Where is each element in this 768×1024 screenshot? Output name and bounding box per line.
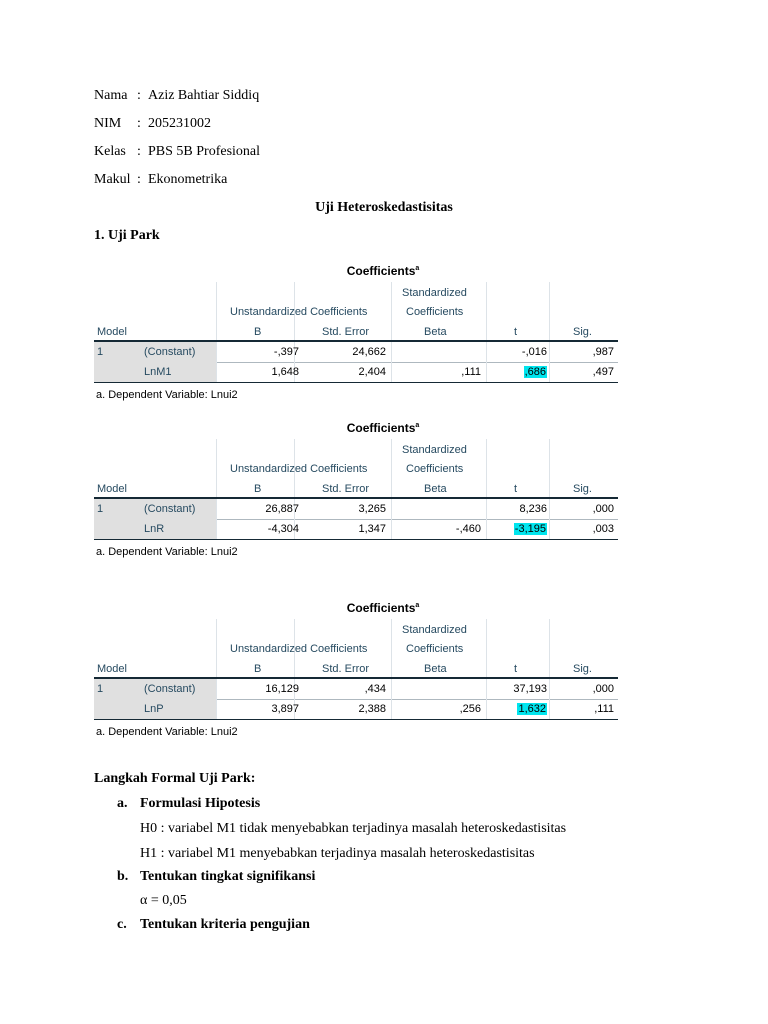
header-standardized: Standardized [402,444,467,456]
row-t-value: -3,195 [514,523,546,535]
table-title-text: Coefficients [346,421,416,435]
row-t [517,703,547,715]
table-bottom-rule [94,382,618,383]
info-separator: : [137,172,141,187]
body-divider [486,679,487,719]
doc-title: Uji Heteroskedastisitas [315,200,453,215]
header-t: t [514,483,518,495]
header-unstandardized: Unstandardized Coefficients [230,306,368,318]
body-divider [391,342,392,382]
row-std-error: 24,662 [352,346,386,358]
coefficients-table [94,421,618,566]
row-b: 3,897 [271,703,299,715]
body-divider [216,499,217,539]
row-std-error: ,434 [364,683,386,695]
table-title-footnote-mark: a [415,602,420,609]
hypothesis-h0: H0 : variabel M1 tidak menyebabkan terjadinya masalah heteroskedastisitas [140,821,567,836]
section-heading: 1. Uji Park [94,228,160,243]
header-divider [486,619,487,677]
table-bottom-rule [94,719,618,720]
header-divider [216,619,217,677]
header-divider [549,619,550,677]
info-label: Kelas [94,144,126,159]
header-coefficients: Coefficients [406,643,464,655]
header-std-error: Std. Error [322,483,370,495]
step-b-label: b. [117,869,129,884]
info-nim [94,116,211,132]
header-divider [486,439,487,497]
info-label: Makul [94,172,131,187]
header-t: t [514,326,518,338]
header-divider [216,439,217,497]
header-sig: Sig. [573,483,592,495]
header-beta: Beta [424,326,447,338]
row-t-value: 8,236 [519,503,547,515]
row-sig: ,000 [592,503,614,515]
table-title-text: Coefficients [346,264,416,278]
alpha-value: α = 0,05 [140,893,187,908]
row-beta: ,256 [459,703,481,715]
row-t [522,346,547,358]
header-divider [486,282,487,340]
table-title [94,264,672,278]
header-std-error: Std. Error [322,663,370,675]
row-b: -,397 [273,346,299,358]
row-variable: LnM1 [144,366,172,378]
header-b: B [254,483,262,495]
row-std-error: 3,265 [358,503,386,515]
table-title [94,421,672,435]
row-b: 16,129 [265,683,299,695]
header-sig: Sig. [573,663,592,675]
info-value: 205231002 [148,116,211,131]
row-t-value: ,686 [524,366,546,378]
header-divider [549,282,550,340]
row-variable: LnP [144,703,164,715]
step-c-label: c. [117,917,127,932]
row-beta: -,460 [455,523,481,535]
table-title-footnote-mark: a [415,422,420,429]
step-a-label: a. [117,796,128,811]
table-footnote: a. Dependent Variable: Lnui2 [96,726,238,738]
info-separator: : [137,116,141,131]
body-divider [549,499,550,539]
table-title-text: Coefficients [346,601,416,615]
row-t-value: 1,632 [518,703,546,715]
header-divider [391,282,392,340]
header-model: Model [97,326,127,338]
body-divider [486,342,487,382]
table-footnote: a. Dependent Variable: Lnui2 [96,546,238,558]
header-beta: Beta [424,663,447,675]
info-nama [94,88,259,104]
table-footnote: a. Dependent Variable: Lnui2 [96,389,238,401]
steps-heading: Langkah Formal Uji Park: [94,771,256,786]
row-std-error: 1,347 [358,523,386,535]
row-t [524,366,547,378]
step-b-title: Tentukan tingkat signifikansi [140,869,316,884]
row-b: -4,304 [267,523,299,535]
header-model: Model [97,663,127,675]
row-divider [216,699,618,700]
table-title-footnote-mark: a [415,265,420,272]
header-divider [216,282,217,340]
step-a-title: Formulasi Hipotesis [140,796,261,811]
info-value: Ekonometrika [148,172,228,187]
row-b: 26,887 [265,503,299,515]
row-variable: (Constant) [144,683,196,695]
table-bottom-rule [94,539,618,540]
row-t-value: -,016 [521,346,547,358]
header-model: Model [97,483,127,495]
row-sig: ,987 [592,346,614,358]
body-divider [391,499,392,539]
body-divider [216,679,217,719]
info-kelas [94,144,260,160]
row-beta: ,111 [461,366,481,378]
header-b: B [254,663,262,675]
row-std-error: 2,388 [358,703,386,715]
info-separator: : [137,88,141,103]
header-standardized: Standardized [402,624,467,636]
info-value: Aziz Bahtiar Siddiq [148,88,260,103]
row-t [514,523,547,535]
header-t: t [514,663,518,675]
row-t [519,503,547,515]
header-sig: Sig. [573,326,592,338]
info-value: PBS 5B Profesional [148,144,261,159]
info-label: Nama [94,88,128,103]
info-label: NIM [94,116,122,131]
coefficients-table [94,264,618,409]
row-t [513,683,547,695]
row-variable: LnR [144,523,165,535]
row-std-error: 2,404 [358,366,386,378]
header-b: B [254,326,262,338]
header-divider [391,619,392,677]
row-divider [216,519,618,520]
row-model: 1 [97,503,104,515]
row-sig: ,000 [592,683,614,695]
header-coefficients: Coefficients [406,463,464,475]
row-variable: (Constant) [144,346,196,358]
step-c-title: Tentukan kriteria pengujian [140,917,310,932]
row-b: 1,648 [271,366,299,378]
header-unstandardized: Unstandardized Coefficients [230,643,368,655]
row-sig: ,111 [594,703,614,715]
row-t-value: 37,193 [513,683,547,695]
row-sig: ,497 [592,366,614,378]
row-divider [216,362,618,363]
header-unstandardized: Unstandardized Coefficients [230,463,368,475]
header-standardized: Standardized [402,287,467,299]
header-coefficients: Coefficients [406,306,464,318]
body-divider [549,342,550,382]
header-std-error: Std. Error [322,326,370,338]
body-divider [216,342,217,382]
row-model: 1 [97,683,104,695]
info-separator: : [137,144,141,159]
row-variable: (Constant) [144,503,196,515]
hypothesis-h1: H1 : variabel M1 menyebabkan terjadinya masalah heteroskedastisitas [140,846,535,861]
header-divider [549,439,550,497]
row-model: 1 [97,346,104,358]
body-divider [391,679,392,719]
body-divider [486,499,487,539]
info-makul [94,172,227,188]
table-title [94,601,672,615]
header-beta: Beta [424,483,447,495]
row-sig: ,003 [592,523,614,535]
header-divider [391,439,392,497]
coefficients-table [94,601,618,746]
body-divider [549,679,550,719]
